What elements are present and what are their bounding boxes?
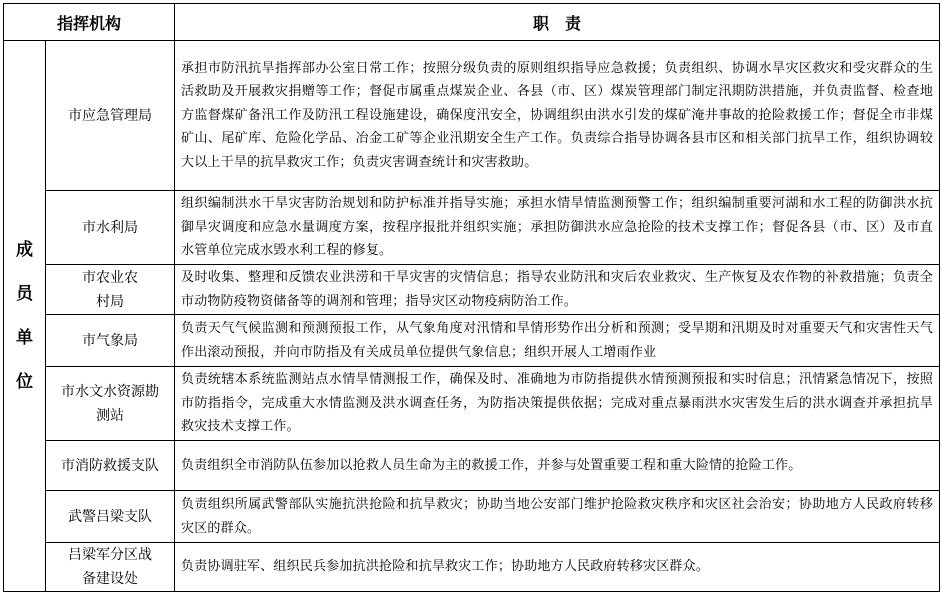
duty-table-container (3, 3, 939, 592)
org-name: 市应急管理局 (46, 41, 175, 191)
org-duty: 组织编制洪水干旱灾害防治规划和防护标准并指导实施；承担水情旱情监测预警工作；组织编制重要河湖和水工程的防御洪水抗御旱灾调度和应急水量调度方案，按程序报批并组织实施；承担防御洪水应急抢险的技术支撑工作；督促各县（市、区）及市直水管单位完成水毁水利工程的修复。 (175, 191, 940, 265)
org-name: 市水文水资源勘测站 (46, 367, 175, 441)
org-duty: 负责组织所属武警部队实施抗洪抢险和抗旱救灾；协助当地公安部门维护抢险救灾秩序和灾区社会治安；协助地方人民政府转移灾区的群众。 (175, 491, 940, 543)
duty-table (3, 3, 940, 592)
table-row (4, 441, 940, 491)
org-name: 武警吕梁支队 (46, 491, 175, 543)
member-units-char: 位 (16, 372, 33, 393)
member-units-label (4, 41, 46, 592)
member-units-char: 成 (16, 240, 33, 261)
table-row (4, 191, 940, 265)
org-name: 吕梁军分区战备建设处 (46, 543, 175, 592)
org-duty: 及时收集、整理和反馈农业洪涝和干旱灾害的灾情信息；指导农业防汛和灾后农业救灾、生产恢复及农作物的补救措施；负责全市动物防疫物资储备等的调剂和管理；指导灾区动物疫病防治工作。 (175, 265, 940, 315)
member-units-char: 员 (16, 284, 33, 305)
header-row (4, 4, 940, 41)
org-duty: 负责协调驻军、组织民兵参加抗洪抢险和抗旱救灾工作；协助地方人民政府转移灾区群众。 (175, 543, 940, 592)
table-row (4, 265, 940, 315)
org-duty: 负责组织全市消防队伍参加以抢救人员生命为主的救援工作，并参与处置重要工程和重大险情的抢险工作。 (175, 441, 940, 491)
member-units-char: 单 (16, 328, 33, 349)
org-name: 市消防救援支队 (46, 441, 175, 491)
table-row (4, 315, 940, 367)
header-duties: 职 责 (175, 4, 940, 41)
org-duty: 承担市防汛抗旱指挥部办公室日常工作；按照分级负责的原则组织指导应急救援；负责组织、协调水旱灾区救灾和受灾群众的生活救助及开展救灾捐赠等工作；督促市属重点煤炭企业、各县（市、区）煤炭管理部门制定汛期防洪措施，并负责监督、检查地方监督煤矿备汛工作及防汛工程设施建设，确保度汛安全，协调组织由洪水引发的煤矿淹井事故的抢险救援工作；督促全市非煤矿山、尾矿库、危险化学品、冶金工矿等企业汛期安全生产工作。负责综合指导协调各县市区和相关部门抗旱工作，组织协调较大以上干旱的抗旱救灾工作；负责灾害调查统计和灾害救助。 (175, 41, 940, 191)
org-name: 市水利局 (46, 191, 175, 265)
header-command-agency: 指挥机构 (4, 4, 175, 41)
table-row (4, 543, 940, 592)
org-duty: 负责天气气候监测和预测预报工作，从气象角度对汛情和旱情形势作出分析和预测；受旱期和汛期及时对重要天气和灾害性天气作出滚动预报，并向市防指及有关成员单位提供气象信息；组织开展人工增雨作业 (175, 315, 940, 367)
table-row (4, 491, 940, 543)
org-name: 市农业农村局 (46, 265, 175, 315)
table-row (4, 41, 940, 191)
org-name: 市气象局 (46, 315, 175, 367)
table-row (4, 367, 940, 441)
org-duty: 负责统辖本系统监测站点水情旱情测报工作，确保及时、准确地为市防指提供水情预测预报和实时信息；汛情紧急情况下，按照市防指指令，完成重大水情监测及洪水调查任务，为防指决策提供依据；完成对重点暴雨洪水灾害发生后的洪水调查并承担抗旱救灾技术支撑工作。 (175, 367, 940, 441)
